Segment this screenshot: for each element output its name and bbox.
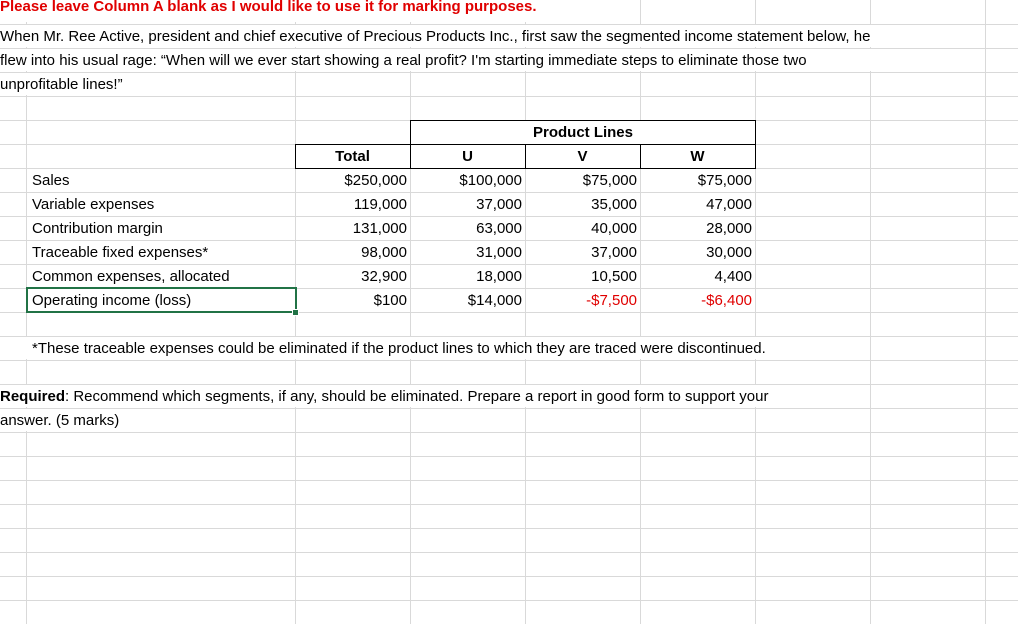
col-header-u: U bbox=[462, 148, 473, 165]
cell-variable-v[interactable]: 35,000 bbox=[591, 196, 637, 213]
cell-operating-u[interactable]: $14,000 bbox=[467, 292, 522, 309]
intro-line-3: unprofitable lines!” bbox=[0, 76, 123, 93]
cell-contribution-v[interactable]: 40,000 bbox=[591, 220, 637, 237]
intro-line-2: flew into his usual rage: “When will we ever start showing a real profit? I'm starting immediate steps to eliminate those two bbox=[0, 52, 807, 69]
cell-variable-w[interactable]: 47,000 bbox=[706, 196, 752, 213]
intro-line-1: When Mr. Ree Active, president and chief executive of Precious Products Inc., first saw the segmented income statement below, he bbox=[0, 28, 871, 45]
cell-operating-v[interactable]: -$7,500 bbox=[586, 292, 637, 309]
footnote: *These traceable expenses could be eliminated if the product lines to which they are traced were discontinued. bbox=[32, 340, 766, 357]
cell-traceable-w[interactable]: 30,000 bbox=[706, 244, 752, 261]
cell-common-u[interactable]: 18,000 bbox=[476, 268, 522, 285]
row-label-sales[interactable]: Sales bbox=[32, 172, 70, 189]
cell-contribution-total[interactable]: 131,000 bbox=[352, 220, 407, 237]
row-label-common-expenses[interactable]: Common expenses, allocated bbox=[32, 268, 230, 285]
cell-operating-total[interactable]: $100 bbox=[373, 292, 407, 309]
cell-traceable-u[interactable]: 31,000 bbox=[476, 244, 522, 261]
row-label-operating-income[interactable]: Operating income (loss) bbox=[32, 292, 192, 309]
required-line-2: answer. (5 marks) bbox=[0, 412, 120, 429]
cell-variable-u[interactable]: 37,000 bbox=[476, 196, 522, 213]
cell-common-v[interactable]: 10,500 bbox=[591, 268, 637, 285]
row-label-contribution-margin[interactable]: Contribution margin bbox=[32, 220, 163, 237]
cell-contribution-u[interactable]: 63,000 bbox=[476, 220, 522, 237]
col-header-w: W bbox=[690, 148, 705, 165]
cell-common-total[interactable]: 32,900 bbox=[361, 268, 407, 285]
cell-variable-total[interactable]: 119,000 bbox=[353, 196, 407, 213]
required-label: Required bbox=[0, 388, 66, 405]
col-header-total: Total bbox=[335, 148, 370, 165]
active-cell-selection[interactable] bbox=[26, 287, 297, 313]
fill-handle[interactable] bbox=[292, 309, 299, 316]
cell-traceable-v[interactable]: 37,000 bbox=[591, 244, 637, 261]
cell-contribution-w[interactable]: 28,000 bbox=[706, 220, 752, 237]
cell-common-w[interactable]: 4,400 bbox=[714, 268, 752, 285]
cell-operating-w[interactable]: -$6,400 bbox=[701, 292, 752, 309]
required-text: : Recommend which segments, if any, should be eliminated. Prepare a report in good form to support your bbox=[65, 388, 769, 405]
required-line-1 bbox=[0, 388, 768, 406]
row-label-variable-expenses[interactable]: Variable expenses bbox=[32, 196, 155, 213]
cell-sales-w[interactable]: $75,000 bbox=[697, 172, 752, 189]
column-a-notice: Please leave Column A blank as I would like to use it for marking purposes. bbox=[0, 0, 537, 15]
col-header-v: V bbox=[577, 148, 588, 165]
row-label-traceable-fixed[interactable]: Traceable fixed expenses* bbox=[32, 244, 209, 261]
cell-sales-u[interactable]: $100,000 bbox=[459, 172, 522, 189]
cell-sales-total[interactable]: $250,000 bbox=[344, 172, 407, 189]
cell-traceable-total[interactable]: 98,000 bbox=[361, 244, 407, 261]
cell-sales-v[interactable]: $75,000 bbox=[582, 172, 637, 189]
product-lines-header: Product Lines bbox=[532, 124, 633, 141]
